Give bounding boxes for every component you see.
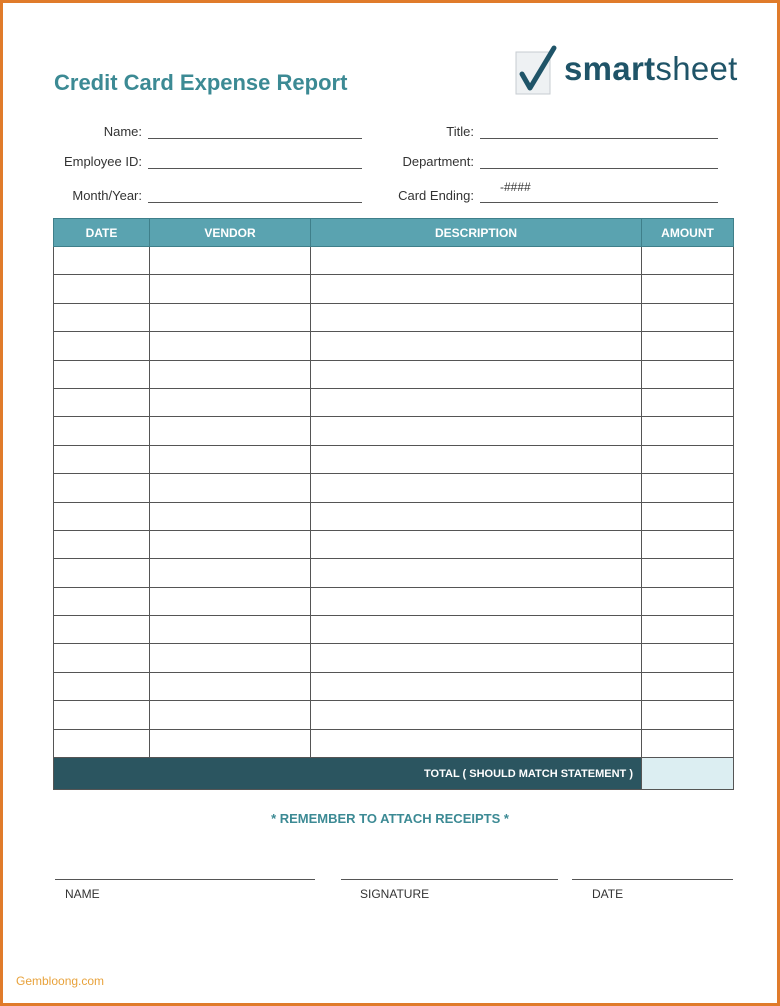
total-row	[54, 758, 734, 790]
reminder-note: * REMEMBER TO ATTACH RECEIPTS *	[271, 811, 509, 826]
cell-amount[interactable]	[642, 303, 734, 331]
cell-date[interactable]	[54, 445, 150, 473]
cell-vendor[interactable]	[150, 474, 311, 502]
name-signature-line[interactable]	[55, 879, 315, 880]
cell-date[interactable]	[54, 502, 150, 530]
cell-amount[interactable]	[642, 559, 734, 587]
cell-vendor[interactable]	[150, 616, 311, 644]
column-header-description: DESCRIPTION	[311, 219, 642, 247]
cell-amount[interactable]	[642, 332, 734, 360]
card-ending-field[interactable]	[480, 202, 718, 203]
cell-description[interactable]	[311, 474, 642, 502]
table-row	[54, 303, 734, 331]
department-label: Department:	[402, 154, 474, 169]
cell-vendor[interactable]	[150, 388, 311, 416]
cell-amount[interactable]	[642, 474, 734, 502]
title-field[interactable]	[480, 138, 718, 139]
logo-text: smartsheet	[564, 50, 738, 87]
cell-vendor[interactable]	[150, 360, 311, 388]
cell-date[interactable]	[54, 559, 150, 587]
table-row	[54, 672, 734, 700]
cell-description[interactable]	[311, 332, 642, 360]
cell-description[interactable]	[311, 275, 642, 303]
cell-vendor[interactable]	[150, 417, 311, 445]
table-row	[54, 701, 734, 729]
table-row	[54, 247, 734, 275]
table-row	[54, 644, 734, 672]
cell-amount[interactable]	[642, 388, 734, 416]
cell-date[interactable]	[54, 303, 150, 331]
cell-date[interactable]	[54, 587, 150, 615]
cell-vendor[interactable]	[150, 701, 311, 729]
cell-date[interactable]	[54, 474, 150, 502]
cell-vendor[interactable]	[150, 559, 311, 587]
cell-description[interactable]	[311, 530, 642, 558]
cell-amount[interactable]	[642, 616, 734, 644]
cell-date[interactable]	[54, 247, 150, 275]
month-year-field[interactable]	[148, 202, 362, 203]
cell-description[interactable]	[311, 729, 642, 757]
cell-description[interactable]	[311, 644, 642, 672]
cell-vendor[interactable]	[150, 587, 311, 615]
card-ending-value: -####	[500, 180, 531, 194]
cell-vendor[interactable]	[150, 303, 311, 331]
title-label: Title:	[446, 124, 474, 139]
cell-amount[interactable]	[642, 247, 734, 275]
cell-description[interactable]	[311, 247, 642, 275]
cell-date[interactable]	[54, 701, 150, 729]
table-row	[54, 388, 734, 416]
name-label: Name:	[103, 124, 142, 139]
cell-vendor[interactable]	[150, 672, 311, 700]
cell-vendor[interactable]	[150, 275, 311, 303]
cell-amount[interactable]	[642, 644, 734, 672]
table-row	[54, 559, 734, 587]
cell-description[interactable]	[311, 388, 642, 416]
table-row	[54, 275, 734, 303]
column-header-date: DATE	[54, 219, 150, 247]
table-body	[54, 247, 734, 758]
cell-vendor[interactable]	[150, 332, 311, 360]
cell-amount[interactable]	[642, 587, 734, 615]
employee-id-field[interactable]	[148, 168, 362, 169]
signature-label: SIGNATURE	[360, 887, 430, 901]
checkmark-icon	[514, 44, 558, 98]
table-row	[54, 332, 734, 360]
cell-description[interactable]	[311, 502, 642, 530]
total-label: TOTAL ( SHOULD MATCH STATEMENT )	[54, 758, 642, 790]
table-header-row	[54, 219, 734, 247]
cell-vendor[interactable]	[150, 445, 311, 473]
cell-vendor[interactable]	[150, 644, 311, 672]
cell-description[interactable]	[311, 701, 642, 729]
table-row	[54, 530, 734, 558]
cell-date[interactable]	[54, 275, 150, 303]
table-row	[54, 502, 734, 530]
table-row	[54, 445, 734, 473]
cell-amount[interactable]	[642, 275, 734, 303]
cell-date[interactable]	[54, 530, 150, 558]
date-signature-line[interactable]	[572, 879, 733, 880]
cell-date[interactable]	[54, 616, 150, 644]
signature-line[interactable]	[341, 879, 558, 880]
date-signature-label: DATE	[592, 887, 624, 901]
page-title: Credit Card Expense Report	[54, 70, 348, 95]
cell-date[interactable]	[54, 417, 150, 445]
month-year-label: Month/Year:	[72, 188, 142, 203]
cell-amount[interactable]	[642, 417, 734, 445]
cell-vendor[interactable]	[150, 247, 311, 275]
department-field[interactable]	[480, 168, 718, 169]
cell-description[interactable]	[311, 587, 642, 615]
watermark: Gembloong.com	[16, 974, 105, 988]
employee-id-label: Employee ID:	[63, 154, 142, 169]
cell-date[interactable]	[54, 332, 150, 360]
cell-amount[interactable]	[642, 672, 734, 700]
table-row	[54, 729, 734, 757]
cell-vendor[interactable]	[150, 530, 311, 558]
table-row	[54, 474, 734, 502]
cell-date[interactable]	[54, 672, 150, 700]
cell-description[interactable]	[311, 303, 642, 331]
cell-vendor[interactable]	[150, 729, 311, 757]
table-row	[54, 616, 734, 644]
cell-date[interactable]	[54, 360, 150, 388]
smartsheet-logo	[514, 44, 754, 100]
cell-description[interactable]	[311, 360, 642, 388]
cell-date[interactable]	[54, 729, 150, 757]
cell-date[interactable]	[54, 644, 150, 672]
cell-amount[interactable]	[642, 701, 734, 729]
cell-description[interactable]	[311, 417, 642, 445]
cell-amount[interactable]	[642, 530, 734, 558]
column-header-vendor: VENDOR	[150, 219, 311, 247]
total-amount-cell[interactable]	[642, 758, 734, 790]
card-ending-label: Card Ending:	[398, 188, 474, 203]
cell-amount[interactable]	[642, 502, 734, 530]
cell-description[interactable]	[311, 616, 642, 644]
cell-date[interactable]	[54, 388, 150, 416]
cell-description[interactable]	[311, 559, 642, 587]
expense-table	[53, 218, 734, 790]
cell-amount[interactable]	[642, 729, 734, 757]
cell-description[interactable]	[311, 445, 642, 473]
table-row	[54, 417, 734, 445]
cell-vendor[interactable]	[150, 502, 311, 530]
table-row	[54, 587, 734, 615]
table-row	[54, 360, 734, 388]
name-signature-label: NAME	[65, 887, 100, 901]
column-header-amount: AMOUNT	[642, 219, 734, 247]
cell-amount[interactable]	[642, 445, 734, 473]
name-field[interactable]	[148, 138, 362, 139]
cell-description[interactable]	[311, 672, 642, 700]
cell-amount[interactable]	[642, 360, 734, 388]
